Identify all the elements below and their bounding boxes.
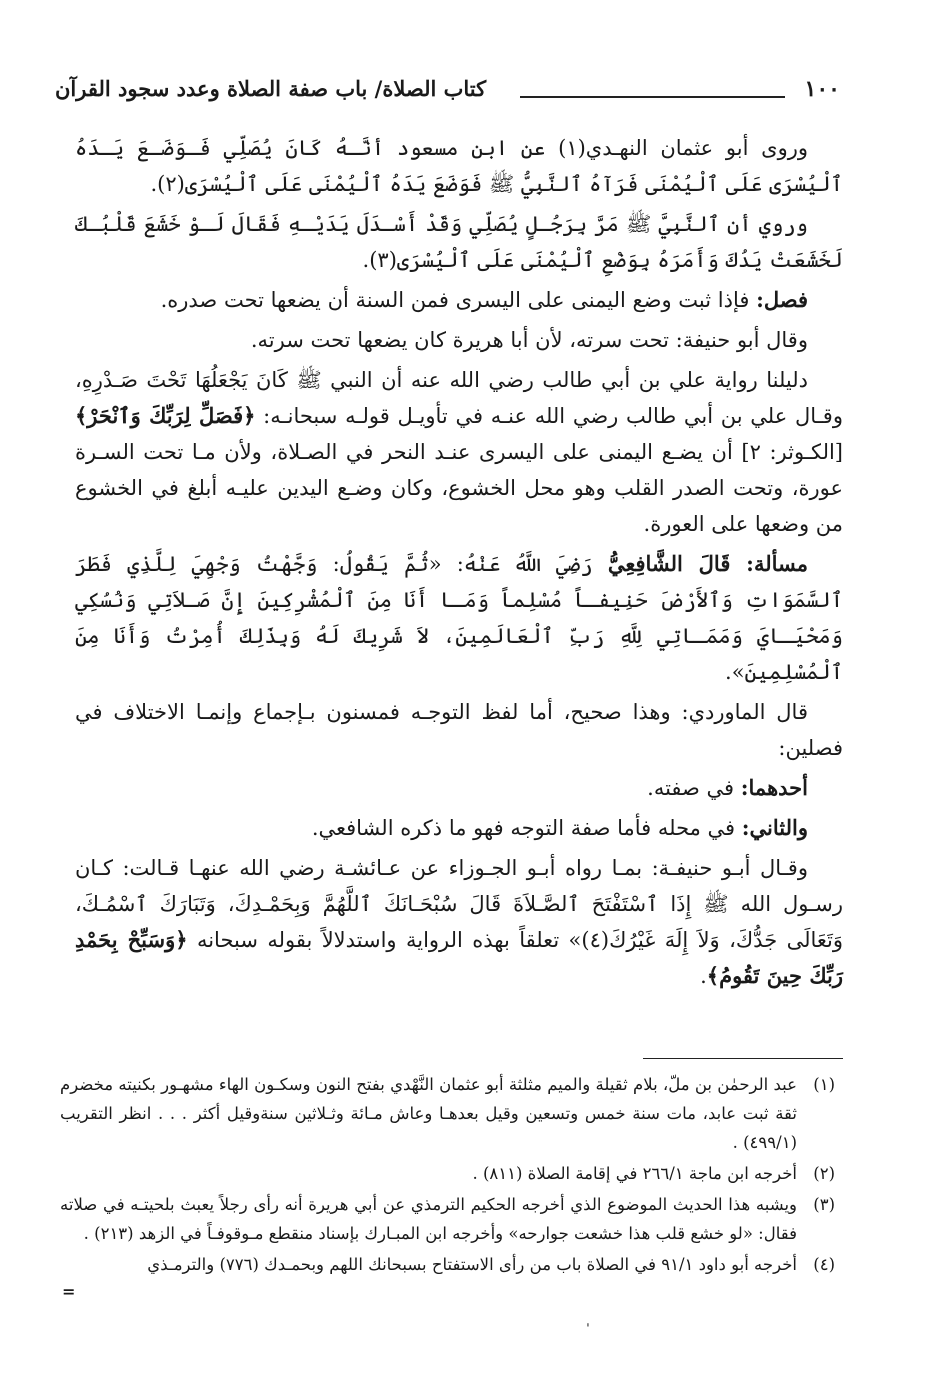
paragraph-text: دليلنا رواية علي بن أبي طالب رضي الله عنه أن النبي ﷺ كَانَ يَجْعَلُهَا تَحْتَ صَـدْرِهِ، وقـال علي بن أبي طالب رضي الله عنـه في تأويـل قولـه سبحانـه: bbox=[75, 368, 843, 428]
paragraph: وقال أبو حنيفة: تحت سرته، لأن أبا هريرة كان يضعها تحت سرته. bbox=[250, 328, 808, 352]
footnotes bbox=[60, 1070, 835, 1281]
footnote-number: (٢) bbox=[813, 1164, 835, 1183]
main-text bbox=[75, 130, 843, 998]
footnote bbox=[60, 1070, 835, 1157]
page-header bbox=[55, 74, 840, 114]
footnote bbox=[60, 1190, 835, 1248]
paragraph: وروي أن ٱلنَّبِيَّ ﷺ مَرَّ بِرَجُـلٍ يُصَلِّي وَقَدْ أَسْـدَلَ يَدَيْـهِ فَقَالَ لَـوْ خَشَعَ قَلْبُـكَ لَخَشَعَتْ يَدُكَ وَأَمَرَهُ بِوَضْعِ ٱلْيُمْنَى عَلَى ٱلْيُسْرَى(٣). bbox=[75, 212, 843, 272]
footnote-text: أخرجه أبو داود ٩١/١ في الصلاة باب من رأى الاستفتاح بسبحانك اللهم وبحمـدك (٧٧٦) والترمـذي bbox=[147, 1255, 797, 1274]
footnote bbox=[60, 1250, 835, 1279]
point-label: والثاني: bbox=[741, 815, 808, 840]
paragraph-text: [الكـوثر: ٢] أن يضـع اليمنى على اليسرى عنـد النحر في الصـلاة، ولأن مـا تحت السـرة عورة، وتحت الصدر القلب وهو محل الخشوع، وكان وضـع اليدين عليـه أبلغ في الخشوع من وضعها على العورة. bbox=[75, 440, 843, 536]
paragraph-text: وقـال أبـو حنيفـة: بمـا رواه أبـو الجـوزاء عن عـائشـة رضي الله عنهـا قـالت: كـان رسـول الله ﷺ إِذَا ٱسْتَفْتَحَ ٱلصَّـلاَةَ قَالَ سُبْحَـانَكَ ٱللَّهُمَّ وَبِحَمْـدِكَ، وَتَبَارَكَ ٱسْمُـكَ، وَتَعَالَى جَدُّكَ، وَلاَ إِلَهَ غَيْرُكَ(٤)» تعلقاً بهذه الرواية واستدلالاً بقوله سبحانه bbox=[75, 856, 843, 952]
paragraph-text: في صفته. bbox=[647, 776, 735, 800]
header-rule bbox=[520, 96, 785, 98]
quran-verse: ﴿فَصَلِّ لِرَبِّكَ وَٱنْحَرْ﴾ bbox=[75, 403, 256, 428]
paragraph-text: رَضِيَ اللَّهُ عَنْهُ: «ثُمَّ يَقُولُ: وَجَّهْتُ وَجْهِيَ لِلَّذِي فَطَرَ ٱلسَّمَوَاتِ وَٱلأَرْضَ حَنِيفـاً مُسْلِماً وَمَـا أَنَا مِنَ ٱلْمُشْرِكِينَ إِنَّ صَـلاَتِي وَنُسُكِي وَمَحْيَـايَ وَمَمَـاتِي لِلَّهِ رَبِّ ٱلْعَالَمِينَ، لاَ شَرِيكَ لَهُ وَبِذَلِكَ أُمِرْتُ وَأَنَا مِنَ ٱلْمُسْلِمِينَ». bbox=[75, 552, 843, 684]
page-number: ١٠٠ bbox=[804, 76, 840, 102]
continuation-mark: = bbox=[62, 1282, 76, 1301]
paragraph bbox=[75, 770, 843, 806]
paragraph-end: . bbox=[700, 964, 707, 988]
paragraph-text: في محله فأما صفة التوجه فهو ما ذكره الشافعي. bbox=[311, 816, 736, 840]
paragraph bbox=[75, 810, 843, 846]
section-label: فصل: bbox=[756, 287, 808, 312]
paragraph bbox=[75, 850, 843, 994]
paragraph: وروى أبو عثمان النهـدي(١) عن ابن مسعود أنَّـهُ كَانَ يُصَلِّي فَـوَضَـعَ يَـدَهُ ٱلْيُسْرَى عَلَى ٱلْيُمْنَى فَرَآهُ ٱلنَّبِيُّ ﷺ فَوَضَعَ يَدَهُ ٱلْيُمْنَى عَلَى ٱلْيُسْرَى(٢). bbox=[75, 136, 843, 196]
footnote-separator bbox=[643, 1058, 843, 1059]
footnote bbox=[60, 1159, 835, 1188]
footnote-number: (١) bbox=[813, 1075, 835, 1094]
footnote-number: (٣) bbox=[813, 1195, 835, 1214]
footnote-text: أخرجه ابن ماجة ٢٦٦/١ في إقامة الصلاة (٨١١) . bbox=[472, 1164, 797, 1183]
point-label: أحدهما: bbox=[740, 775, 808, 800]
paragraph bbox=[75, 546, 843, 690]
footnote-number: (٤) bbox=[813, 1255, 835, 1274]
page-speck: ˈ bbox=[586, 1322, 590, 1338]
paragraph bbox=[75, 362, 843, 542]
issue-label: مسألة: قَالَ الشَّافِعِيُّ bbox=[607, 551, 808, 576]
footnote-text: ويشبه هذا الحديث الموضوع الذي أخرجه الحكيم الترمذي عن أبي هريرة أنه رأى رجلاً يعبث بلحيتـه في صلاته فقال: «لو خشع قلب هذا خشعت جوارحه» وأخرجه ابن المبـارك بإسناد منقطع مـوقوفـاً في الزهد (٢١٣) . bbox=[60, 1195, 797, 1243]
paragraph-text: فإذا ثبت وضع اليمنى على اليسرى فمن السنة أن يضعها تحت صدره. bbox=[160, 288, 750, 312]
paragraph: قال الماوردي: وهذا صحيح، أما لفظ التوجـه فمسنون بـإجماع وإنمـا الاختلاف في فصلين: bbox=[75, 700, 843, 760]
quran-verse: ﴿وَسَبِّحْ بِحَمْدِ رَبِّكَ حِينَ تَقُومُ﴾ bbox=[75, 927, 843, 988]
running-title: كتاب الصلاة/ باب صفة الصلاة وعدد سجود القرآن bbox=[55, 76, 487, 101]
footnote-text: عبد الرحمٰن بن ملّ، بلام ثقيلة والميم مثلثة أبو عثمان النَّهْدي بفتح النون وسكـون الهاء مشهـور بكنيته مخضرم ثقة ثبت عابد، مات سنة خمس وتسعين وقيل بعدهـا وعاش مـائة وثـلاثين سنةوقيل أكثر . . . انظر التقريب (٤٩٩/١) . bbox=[60, 1075, 797, 1152]
paragraph bbox=[75, 282, 843, 318]
